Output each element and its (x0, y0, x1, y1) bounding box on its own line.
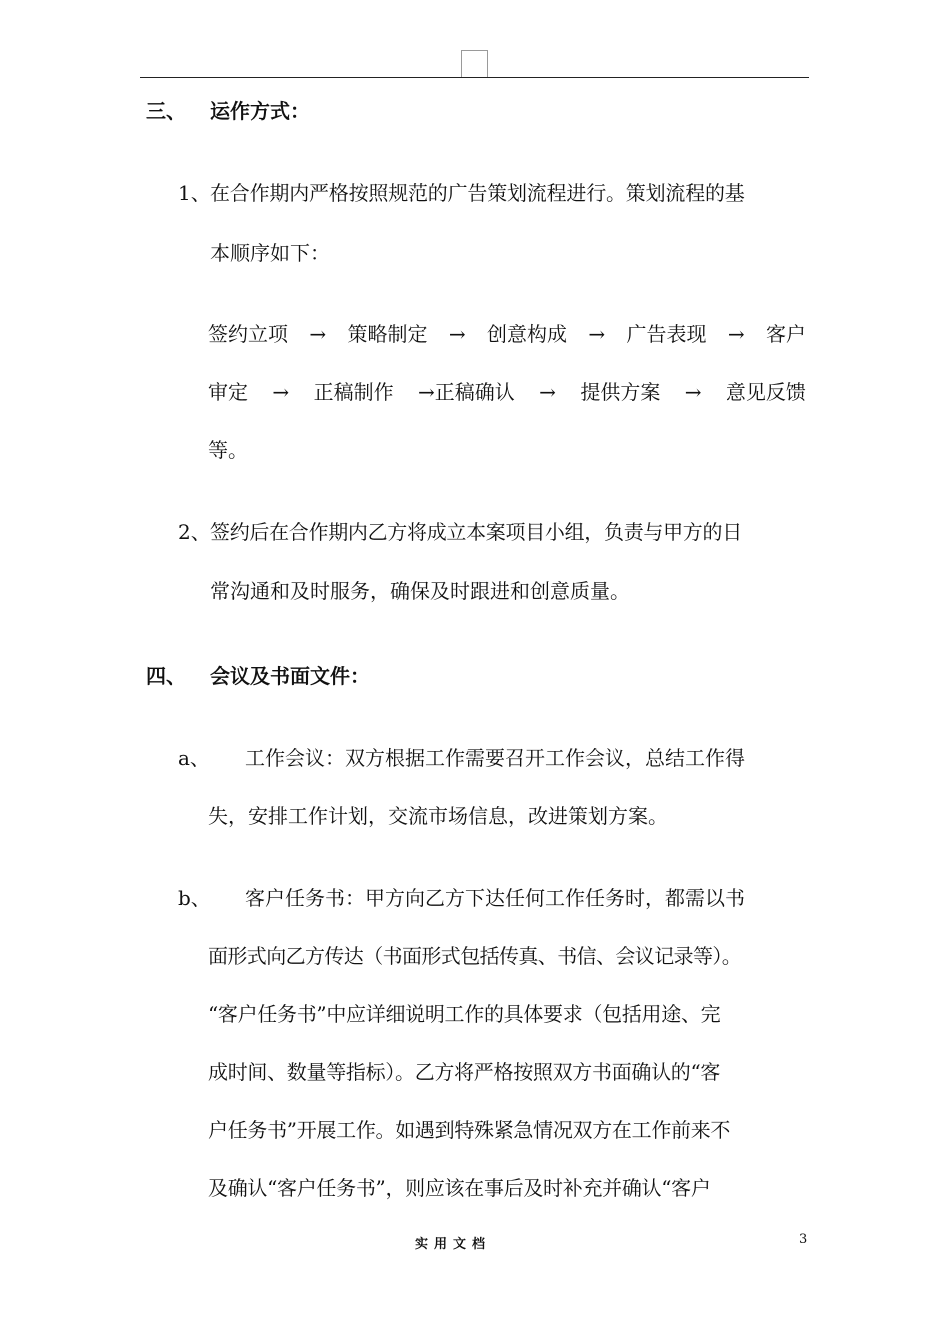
item-b-line: 成时间、数量等指标）。乙方将严格按照双方书面确认的“客 (208, 1060, 721, 1084)
footer-label: 实用文档 (415, 1237, 492, 1252)
item-b-line: 面形式向乙方传达（书面形式包括传真、书信、会议记录等）。 (208, 944, 742, 968)
flow-step: 策略制定 (347, 322, 428, 346)
flow-line-2 (208, 380, 806, 404)
flow-line-1 (208, 322, 806, 346)
flow-step: 意见反馈 (725, 380, 806, 404)
arrow-icon: → (588, 322, 606, 346)
item-2-number: 2、 (178, 520, 211, 544)
section-4-title: 会议及书面文件： (210, 664, 370, 688)
section-4-numeral: 四、 (146, 664, 186, 688)
flow-step: 签约立项 (208, 322, 288, 346)
item-2-line: 常沟通和及时服务，确保及时跟进和创意质量。 (210, 579, 630, 603)
item-b-line: 户任务书”开展工作。如遇到特殊紧急情况双方在工作前来不 (208, 1118, 731, 1142)
item-2-line: 签约后在合作期内乙方将成立本案项目小组，负责与甲方的日 (210, 520, 742, 544)
item-1-number: 1、 (178, 181, 211, 205)
header-rule (140, 77, 809, 78)
arrow-icon: → (684, 380, 702, 404)
section-3-title: 运作方式： (210, 99, 310, 123)
item-b-line: 及确认“客户任务书”，则应该在事后及时补充并确认“客户 (208, 1176, 711, 1200)
arrow-icon: → (272, 380, 290, 404)
arrow-icon: → (539, 380, 556, 404)
arrow-icon: → (727, 322, 745, 346)
item-a-line: 失，安排工作计划，交流市场信息，改进策划方案。 (208, 804, 668, 828)
flow-step: 正稿制作 (313, 380, 394, 404)
item-a-line: 工作会议：双方根据工作需要召开工作会议，总结工作得 (245, 746, 745, 770)
item-b-line: 客户任务书：甲方向乙方下达任何工作任务时，都需以书 (245, 886, 745, 910)
flow-step: →正稿确认 (417, 380, 515, 404)
page-number: 3 (799, 1232, 808, 1247)
flow-step: 创意构成 (486, 322, 567, 346)
item-1-line: 在合作期内严格按照规范的广告策划流程进行。策划流程的基 (210, 181, 745, 205)
flow-step: 提供方案 (580, 380, 661, 404)
flow-step: 客户 (765, 322, 806, 346)
item-b-line: “客户任务书”中应详细说明工作的具体要求（包括用途、完 (208, 1002, 721, 1026)
flow-step: 广告表现 (626, 322, 707, 346)
item-b-marker: b、 (178, 886, 211, 910)
item-1-line: 本顺序如下： (210, 241, 330, 265)
header-mark (461, 50, 488, 77)
flow-step: 审定 (208, 380, 248, 404)
item-a-marker: a、 (178, 746, 210, 770)
section-3-numeral: 三、 (146, 99, 186, 123)
arrow-icon: → (309, 322, 327, 346)
arrow-icon: → (448, 322, 466, 346)
flow-line-3: 等。 (208, 438, 248, 462)
